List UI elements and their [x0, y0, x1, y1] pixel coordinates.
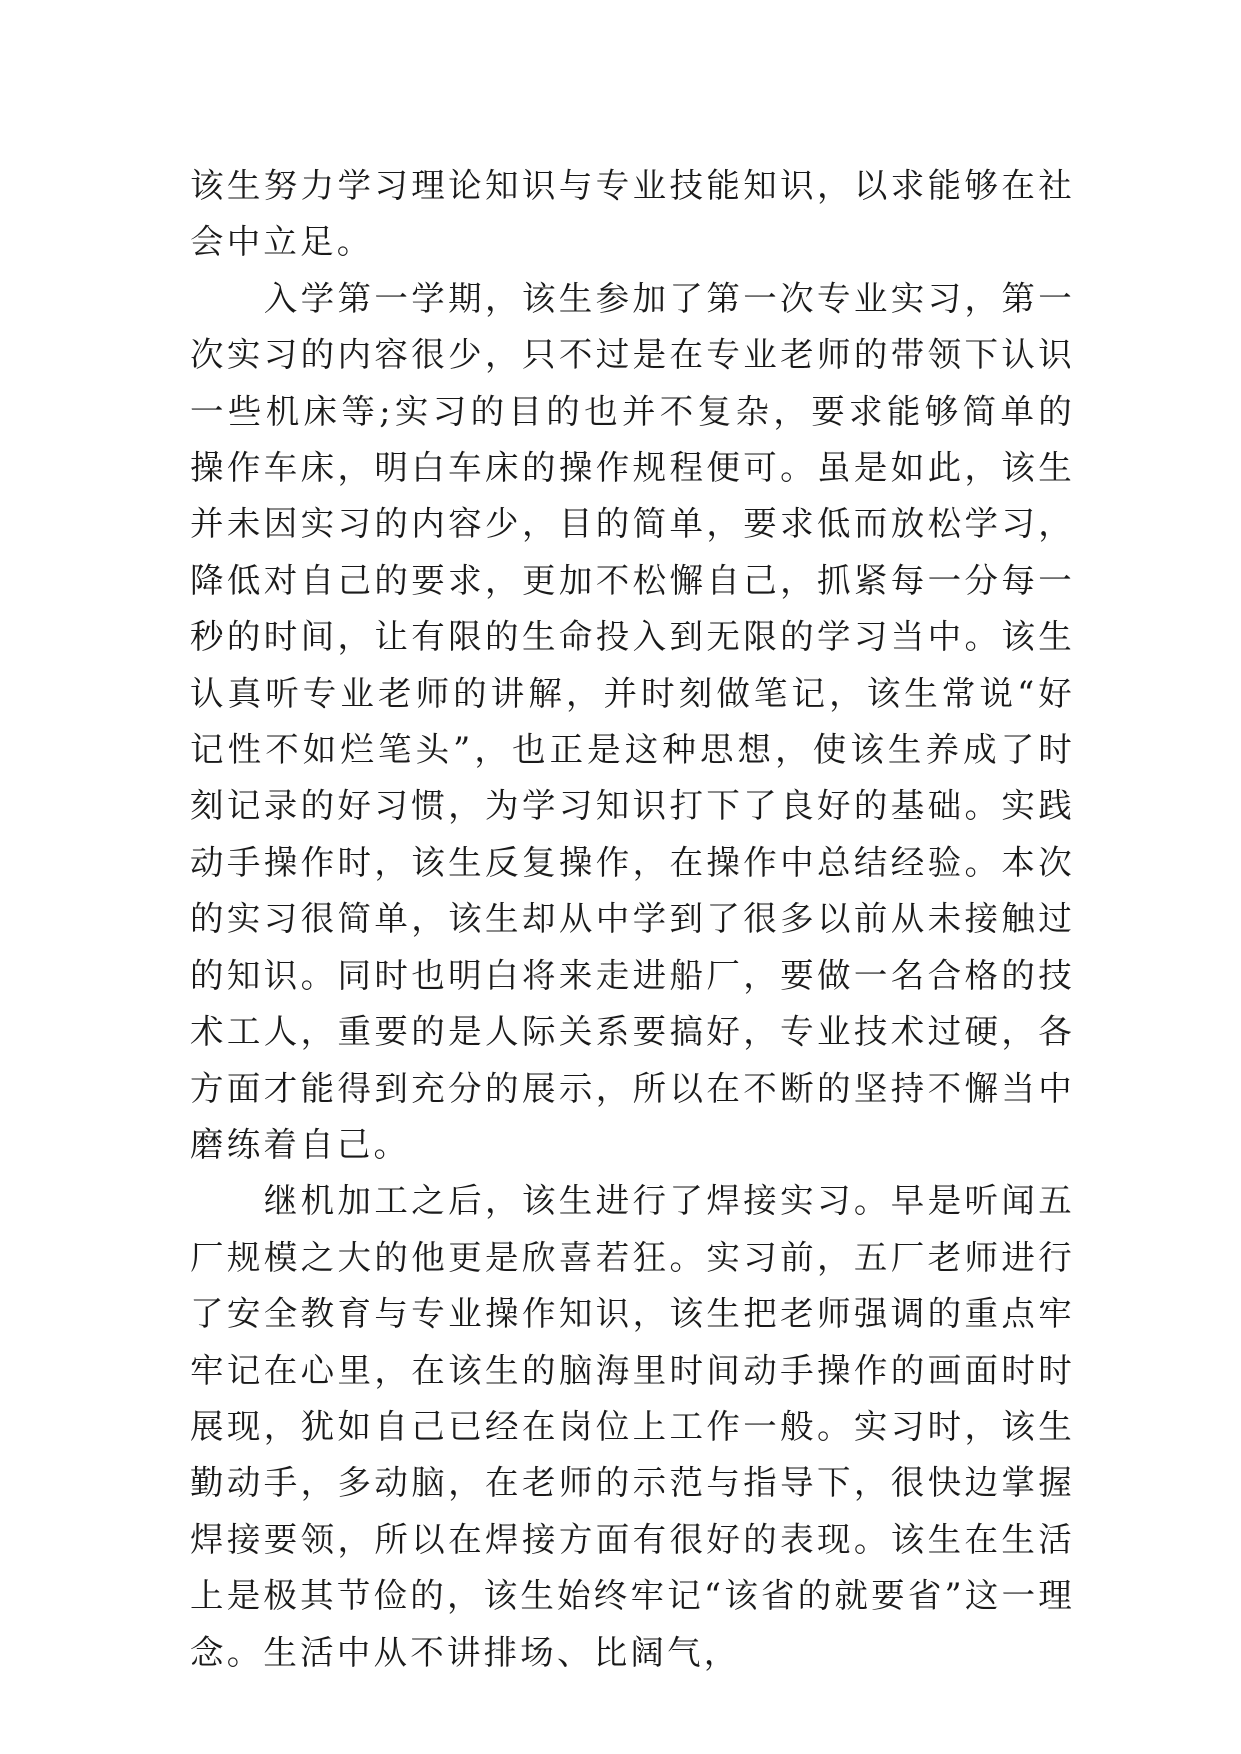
paragraph-2: 入学第一学期，该生参加了第一次专业实习，第一次实习的内容很少，只不过是在专业老师的带领下认识一些机床等;实习的目的也并不复杂，要求能够简单的操作车床，明白车床的操作规程便可。虽是如此，该生并未因实习的内容少，目的简单，要求低而放松学习，降低对自己的要求，更加不松懈自己，抓紧每一分每一秒的时间，让有限的生命投入到无限的学习当中。该生认真听专业老师的讲解，并时刻做笔记，该生常说“好记性不如烂笔头”，也正是这种思想，使该生养成了时刻记录的好习惯，为学习知识打下了良好的基础。实践动手操作时，该生反复操作，在操作中总结经验。本次的实习很简单，该生却从中学到了很多以前从未接触过的知识。同时也明白将来走进船厂，要做一名合格的技术工人，重要的是人际关系要搞好，专业技术过硬，各方面才能得到充分的展示，所以在不断的坚持不懈当中磨练着自己。 — [190, 278, 1075, 1164]
paragraph-1: 该生努力学习理论知识与专业技能知识，以求能够在社会中立足。 — [190, 166, 1075, 262]
document-body — [190, 158, 1075, 1681]
paragraph-3: 继机加工之后，该生进行了焊接实习。早是听闻五厂规模之大的他更是欣喜若狂。实习前，五厂老师进行了安全教育与专业操作知识，该生把老师强调的重点牢牢记在心里，在该生的脑海里时间动手操作的画面时时展现，犹如自己已经在岗位上工作一般。实习时，该生勤动手，多动脑，在老师的示范与指导下，很快边掌握焊接要领，所以在焊接方面有很好的表现。该生在生活上是极其节俭的，该生始终牢记“该省的就要省”这一理念。生活中从不讲排场、比阔气， — [190, 1181, 1075, 1672]
